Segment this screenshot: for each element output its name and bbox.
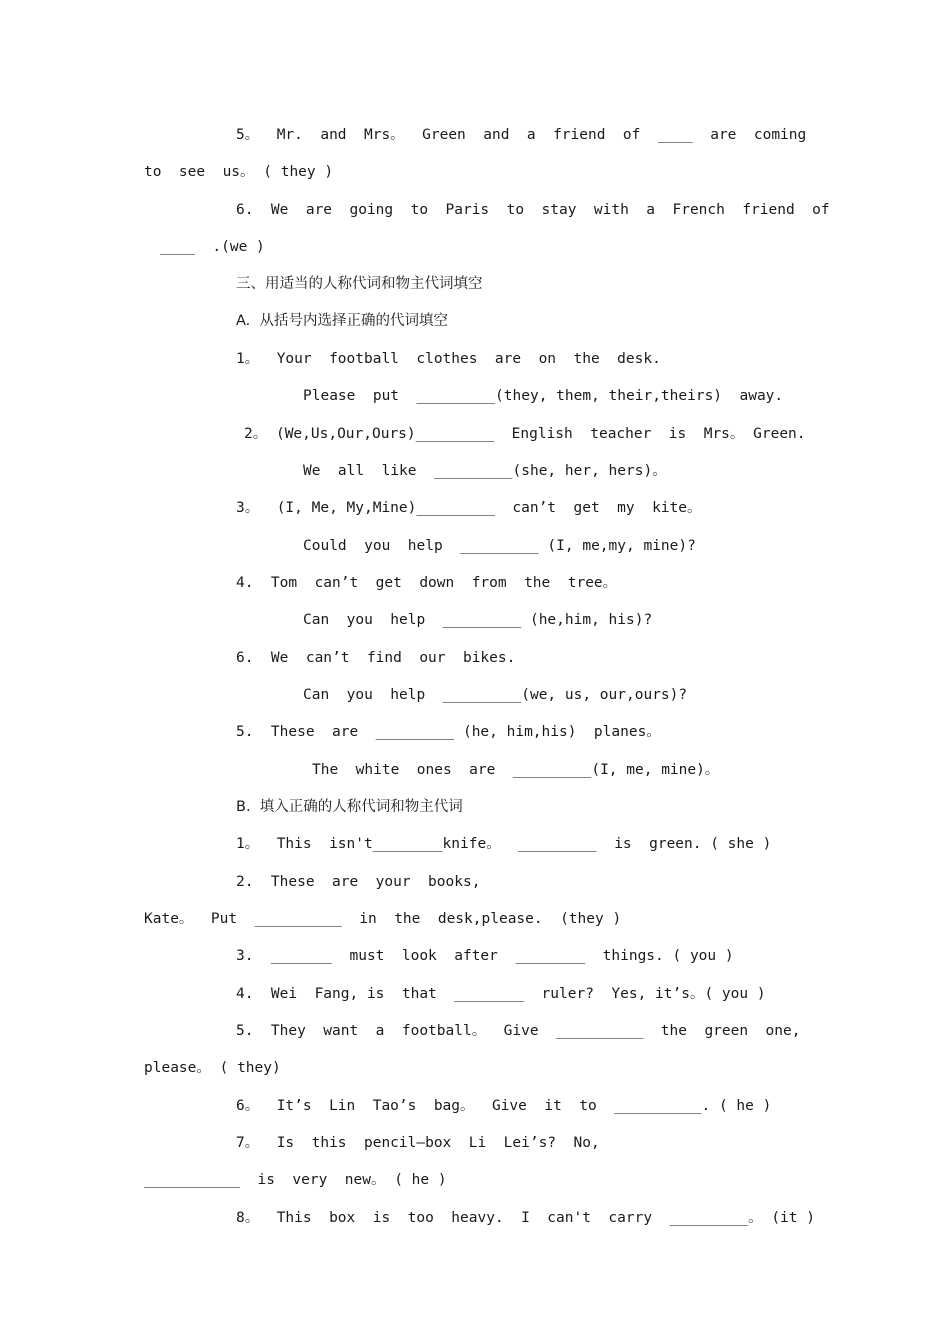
text-line: We all like _________(she, her, hers)。 (303, 463, 667, 479)
text-line: 4. Tom can’t get down from the tree。 (236, 575, 618, 591)
text-line: 1。 This isn't________knife。 _________ is green. ( she ) (236, 836, 772, 852)
text-line: 3. _______ must look after ________ things. ( you ) (236, 948, 734, 964)
text-line: 5。 Mr. and Mrs。 Green and a friend of ____ are coming (236, 127, 807, 143)
text-line: Can you help _________(we, us, our,ours)? (303, 687, 688, 703)
text-line: 3。 (I, Me, My,Mine)_________ can’t get my kite。 (236, 500, 702, 516)
subsection-heading: A. 从括号内选择正确的代词填空 (236, 313, 448, 329)
text-line: Kate。 Put __________ in the desk,please. (they ) (144, 911, 622, 927)
text-line: please。 ( they) (144, 1060, 281, 1076)
text-line: 2。 (We,Us,Our,Ours)_________ English teacher is Mrs。 Green. (244, 426, 806, 442)
text-line: 2. These are your books, (236, 874, 481, 890)
text-line: 5. They want a football。 Give __________ the green one, (236, 1023, 801, 1039)
text-line: 5. These are _________ (he, him,his) planes。 (236, 724, 661, 740)
text-line: to see us。 ( they ) (144, 164, 334, 180)
subsection-heading: B. 填入正确的人称代词和物主代词 (236, 799, 463, 815)
text-line: The white ones are _________(I, me, mine)。 (312, 762, 720, 778)
text-line: ___________ is very new。 ( he ) (144, 1172, 447, 1188)
text-line: Can you help _________ (he,him, his)? (303, 612, 653, 628)
text-line: 6. We are going to Paris to stay with a French friend of (236, 202, 830, 218)
text-line: Could you help _________ (I, me,my, mine)? (303, 538, 696, 554)
text-line: 1。 Your football clothes are on the desk. (236, 351, 661, 367)
text-line: 6. We can’t find our bikes. (236, 650, 516, 666)
text-line: 8。 This box is too heavy. I can't carry _________。 (it ) (236, 1210, 815, 1226)
text-line: 6。 It’s Lin Tao’s bag。 Give it to __________. ( he ) (236, 1098, 772, 1114)
text-line: 4. Wei Fang, is that ________ ruler? Yes, it’s。( you ) (236, 986, 766, 1002)
text-line: Please put _________(they, them, their,theirs) away. (303, 388, 784, 404)
text-line: ____ .(we ) (160, 239, 265, 255)
section-heading: 三、用适当的人称代词和物主代词填空 (236, 276, 483, 292)
text-line: 7。 Is this pencil—box Li Lei’s? No, (236, 1135, 600, 1151)
